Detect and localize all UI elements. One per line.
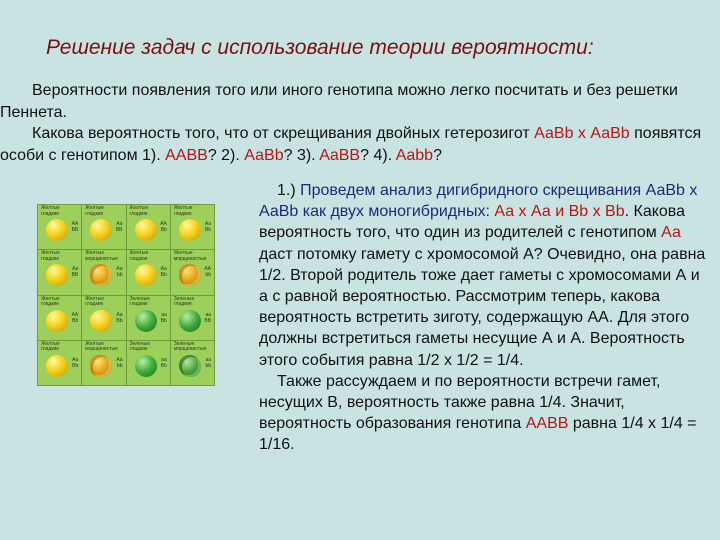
solution-text-b: даст потомку гамету с хромосомой А? Очевидно, она равна 1/2. Второй родитель тоже дает гаметы с хромосомами А и а с равной вероятностью. Рассмотрим теперь, какова вероятность встретить зиготу, содержащую АА. Для этого должны встретиться гаметы несущие А и А. Вероятность этого события равна 1/2 х 1/2 = 1/4.: [259, 245, 706, 369]
phenotype-label: Зеленые гладкие: [173, 295, 195, 307]
phenotype-label: Желтые гладкие: [129, 205, 149, 217]
phenotype-label: Желтые гладкие: [41, 250, 60, 262]
genotype-label: Aa Bb: [204, 221, 211, 233]
punnett-cell: [171, 341, 214, 385]
punnett-cell: [38, 296, 81, 340]
solution-paragraph-2: [259, 371, 709, 456]
intro-text: [0, 80, 716, 166]
pea-icon: [135, 219, 157, 241]
solution-paragraph-1: [259, 180, 709, 371]
intro-text-a: Какова вероятность того, что от скрещивания двойных гетерозигот: [32, 125, 535, 142]
pea-icon: [46, 264, 68, 286]
parent-genotype: Аа: [661, 224, 681, 242]
phenotype-label: Желтые морщинистые: [173, 250, 207, 262]
pea-icon: [179, 264, 201, 286]
intro-text-e: ? 4).: [360, 146, 396, 164]
punnett-cell: [38, 341, 81, 385]
punnett-cell: [171, 296, 214, 340]
phenotype-label: Желтые гладкие: [85, 295, 105, 307]
genotype-label: aa Bb: [160, 356, 167, 369]
phenotype-label: Желтые гладкие: [41, 205, 60, 217]
pea-icon: [90, 310, 112, 332]
punnett-cell: [171, 250, 214, 294]
genotype-1: AABB: [165, 146, 208, 164]
pea-icon: [135, 310, 157, 332]
genotype-label: aa bb: [205, 356, 211, 369]
intro-text-f: ?: [433, 146, 442, 164]
phenotype-label: Желтые морщинистые: [85, 340, 118, 353]
punnett-cell: [82, 205, 125, 249]
pea-icon: [90, 219, 112, 241]
pea-icon: [135, 264, 157, 286]
genotype-label: Aa bb: [116, 356, 123, 369]
phenotype-label: Желтые морщинистые: [85, 250, 118, 262]
punnett-cell: [38, 250, 81, 294]
phenotype-label: Желтые гладкие: [85, 205, 105, 217]
genotype-label: Aa Bb: [160, 266, 167, 279]
genotype-label: aa Bb: [160, 311, 167, 324]
pea-icon: [90, 264, 112, 286]
solution-analysis: Проведем анализ дигибридного скрещивания АаBb х АаBb как двух моногибридных:: [259, 182, 698, 221]
genotype-label: Aa BB: [115, 221, 123, 233]
solution-text-a: . Какова вероятность того, что один из родителей с генотипом: [259, 203, 686, 242]
cross-formula: АаBb х АаBb: [534, 125, 630, 142]
punnett-cell: [38, 205, 81, 249]
pea-icon: [46, 355, 68, 377]
slide-title: Решение задач с использование теории вероятности:: [46, 36, 594, 59]
pea-icon: [46, 219, 68, 241]
intro-paragraph-1: Вероятности появления того или иного генотипа можно легко посчитать и без решетки Пеннета.: [0, 82, 678, 121]
punnett-cell: [127, 341, 170, 385]
punnett-cell: [171, 205, 214, 249]
phenotype-label: Желтые гладкие: [173, 205, 193, 217]
genotype-4: Aabb: [395, 146, 434, 164]
intro-text-c: ? 2).: [207, 146, 245, 164]
genotype-2: АаBb: [244, 146, 284, 164]
genotype-label: AA bb: [204, 266, 211, 279]
solution-text: [259, 180, 709, 456]
punnett-cell: [127, 250, 170, 294]
solution-number: 1.): [277, 182, 301, 199]
phenotype-label: Желтые гладкие: [129, 250, 149, 262]
solution-result: равна 1/4 х 1/4 = 1/16.: [259, 415, 697, 454]
phenotype-label: Желтые гладкие: [41, 340, 60, 353]
pea-icon: [46, 310, 68, 332]
monohybrid-crosses: Аа х Аа и Bb х Bb: [494, 203, 625, 221]
pea-icon: [90, 355, 112, 377]
solution-text-c: Также рассуждаем и по вероятности встречи гамет, несущих В, вероятность также равна 1/4. Значит, вероятность образования генотипа: [259, 372, 661, 433]
pea-icon: [179, 355, 201, 377]
punnett-cell: [127, 205, 170, 249]
phenotype-label: Зеленые гладкие: [129, 340, 150, 353]
punnett-square-image: [37, 204, 215, 386]
punnett-cell: [82, 250, 125, 294]
genotype-label: Aa Bb: [72, 356, 79, 369]
genotype-label: Aa bb: [116, 266, 123, 279]
phenotype-label: Зеленые морщинистые: [173, 340, 207, 353]
phenotype-label: Желтые гладкие: [41, 295, 60, 307]
genotype-3: AaBB: [319, 146, 361, 164]
genotype-label: Aa BB: [71, 266, 79, 279]
punnett-cell: [82, 341, 125, 385]
phenotype-label: Зеленые гладкие: [129, 295, 150, 307]
genotype-label: Aa Bb: [116, 311, 123, 324]
genotype-label: AA Bb: [160, 221, 167, 233]
genotype-label: AA Bb: [71, 311, 79, 324]
intro-text-d: ? 3).: [283, 146, 320, 164]
punnett-cell: [82, 296, 125, 340]
pea-icon: [135, 355, 157, 377]
genotype-label: aa BB: [204, 311, 211, 324]
intro-paragraph-2: [0, 123, 716, 166]
target-genotype: AABB: [525, 415, 569, 433]
pea-icon: [179, 310, 201, 332]
genotype-label: AA BB: [71, 221, 79, 233]
intro-text-b: появятся особи с генотипом 1).: [0, 125, 702, 164]
pea-icon: [179, 219, 201, 241]
punnett-cell: [127, 296, 170, 340]
